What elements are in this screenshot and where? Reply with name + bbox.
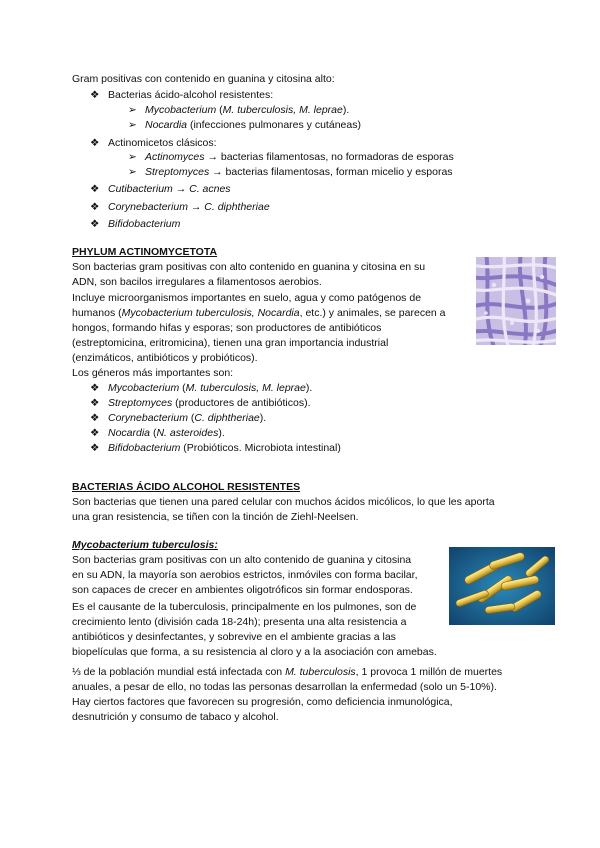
text: (Probióticos. Microbiota intestinal)	[180, 442, 341, 454]
diamond-bullet-icon: ❖	[90, 137, 100, 149]
text: → bacterias filamentosas, no formadoras de esporas	[204, 151, 454, 163]
text: ⅓ de la población mundial está infectada con	[72, 666, 286, 678]
arrow-bullet-icon: ➢	[128, 119, 137, 131]
section-heading: PHYLUM ACTINOMYCETOTA	[72, 246, 218, 258]
section-heading: BACTERIAS ÁCIDO ALCOHOL RESISTENTES	[72, 481, 301, 493]
species-name: M. tuberculosis, M. leprae	[222, 104, 343, 116]
paragraph-line: (enzimáticos, antibióticos y probióticos).	[72, 352, 258, 364]
species-name: Mycobacterium tuberculosis, Nocardia	[121, 307, 300, 319]
species-name: M. tuberculosis	[285, 666, 356, 678]
text: , 1 provoca 1 millón de muertes	[355, 666, 503, 678]
diamond-bullet-icon: ❖	[90, 183, 100, 195]
list-item	[90, 88, 273, 104]
list-subitem	[128, 165, 453, 181]
genus-name: Streptomyces	[145, 166, 210, 178]
list-item-label: Cutibacterium → C. acnes	[108, 183, 231, 195]
genus-name: Nocardia	[108, 427, 151, 439]
mycobacterium-micrograph	[449, 547, 555, 625]
paragraph-line: Hay ciertos factores que favorecen su progresión, como deficiencia inmunológica,	[72, 696, 453, 708]
genus-name: Mycobacterium	[108, 382, 180, 394]
genus-name: Bifidobacterium	[108, 442, 181, 454]
genus-name: Streptomyces	[108, 397, 173, 409]
genus-name: Actinomyces	[145, 151, 205, 163]
paragraph-line: (estreptomicina, eritromicina), tienen una gran importancia industrial	[72, 337, 389, 349]
genus-name: Mycobacterium	[145, 104, 217, 116]
text: ).	[259, 412, 267, 424]
paragraph-line: Incluye microorganismos importantes en suelo, agua y como patógenos de	[72, 292, 422, 304]
list-subitem	[128, 118, 361, 134]
list-item-label: Corynebacterium → C. diphtheriae	[108, 201, 270, 213]
species-name: M. tuberculosis, M. leprae	[185, 382, 306, 394]
diamond-bullet-icon: ❖	[90, 201, 100, 213]
subsection-heading: Mycobacterium tuberculosis:	[72, 539, 218, 551]
paragraph-line: hongos, formando hifas y esporas; son productores de antibióticos	[72, 322, 382, 334]
list-item	[90, 381, 312, 397]
paragraph-line: antibióticos y desinfectantes, y sobrevive en el ambiente gracias a las	[72, 631, 396, 643]
text: (	[150, 427, 157, 439]
species-name: N. asteroides	[156, 427, 219, 439]
text: (productores de antibióticos).	[172, 397, 311, 409]
diamond-bullet-icon: ❖	[90, 412, 100, 424]
text: ).	[342, 104, 350, 116]
paragraph-line: son capaces de crecer en ambientes oligotróficos sin formar endosporas.	[72, 584, 413, 596]
paragraph-line: ADN, son bacilos irregulares a filamentosos aerobios.	[72, 276, 322, 288]
text: ).	[218, 427, 225, 439]
text: (	[187, 412, 195, 424]
list-item	[90, 182, 231, 198]
text: → bacterias filamentosas, forman micelio y esporas	[209, 166, 453, 178]
paragraph-line: Los géneros más importantes son:	[72, 367, 234, 379]
paragraph-line: una gran resistencia, se tiñen con la tinción de Ziehl-Neelsen.	[72, 511, 359, 523]
text: (	[179, 382, 186, 394]
list-item	[90, 217, 180, 233]
list-item	[90, 441, 341, 457]
arrow-bullet-icon: ➢	[128, 166, 137, 178]
paragraph-line: Son bacterias gram positivas con alto contenido en guanina y citosina en su	[72, 261, 426, 273]
paragraph-line	[72, 306, 446, 322]
genus-name: Nocardia	[145, 119, 188, 131]
list-item-label: Bifidobacterium	[108, 218, 181, 230]
paragraph-line: anuales, a pesar de ello, no todas las personas desarrollan la enfermedad (solo un 5-10%).	[72, 681, 497, 693]
paragraph-line: en su ADN, la mayoría son aerobios estrictos, inmóviles con forma bacilar,	[72, 569, 418, 581]
text: ).	[305, 382, 313, 394]
intro-line: Gram positivas con contenido en guanina y citosina alto:	[72, 73, 335, 85]
arrow-bullet-icon: ➢	[128, 151, 137, 163]
diamond-bullet-icon: ❖	[90, 442, 100, 454]
list-item	[90, 426, 225, 442]
list-item-label: Actinomicetos clásicos:	[108, 137, 217, 149]
actinomycete-micrograph	[476, 257, 556, 345]
list-subitem	[128, 103, 349, 119]
paragraph-line: biopelículas que forma, a su resistencia al cloro y a la asociación con amebas.	[72, 646, 437, 658]
text: (infecciones pulmonares y cutáneas)	[187, 119, 361, 131]
diamond-bullet-icon: ❖	[90, 89, 100, 101]
diamond-bullet-icon: ❖	[90, 427, 100, 439]
arrow-bullet-icon: ➢	[128, 104, 137, 116]
list-item-label: Bacterias ácido-alcohol resistentes:	[108, 89, 274, 101]
paragraph-line: crecimiento lento (división cada 18-24h); presenta una alta resistencia a	[72, 616, 407, 628]
diamond-bullet-icon: ❖	[90, 397, 100, 409]
paragraph-line: Son bacterias que tienen una pared celular con muchos ácidos micólicos, lo que les aporta	[72, 496, 495, 508]
paragraph-line: desnutrición y consumo de tabaco y alcohol.	[72, 711, 279, 723]
paragraph-line: Son bacterias gram positivas con un alto contenido de guanina y citosina	[72, 554, 412, 566]
text: , etc.) y animales, se parecen a	[299, 307, 446, 319]
paragraph-line: Es el causante de la tuberculosis, principalmente en los pulmones, son de	[72, 601, 417, 613]
genus-name: Corynebacterium	[108, 412, 188, 424]
list-subitem	[128, 150, 454, 166]
species-name: C. diphtheriae	[194, 412, 260, 424]
diamond-bullet-icon: ❖	[90, 218, 100, 230]
list-item	[90, 411, 266, 427]
list-item	[90, 396, 311, 412]
paragraph-line	[72, 665, 502, 681]
text: (	[216, 104, 223, 116]
text: humanos (	[72, 307, 122, 319]
diamond-bullet-icon: ❖	[90, 382, 100, 394]
list-item	[90, 200, 270, 216]
